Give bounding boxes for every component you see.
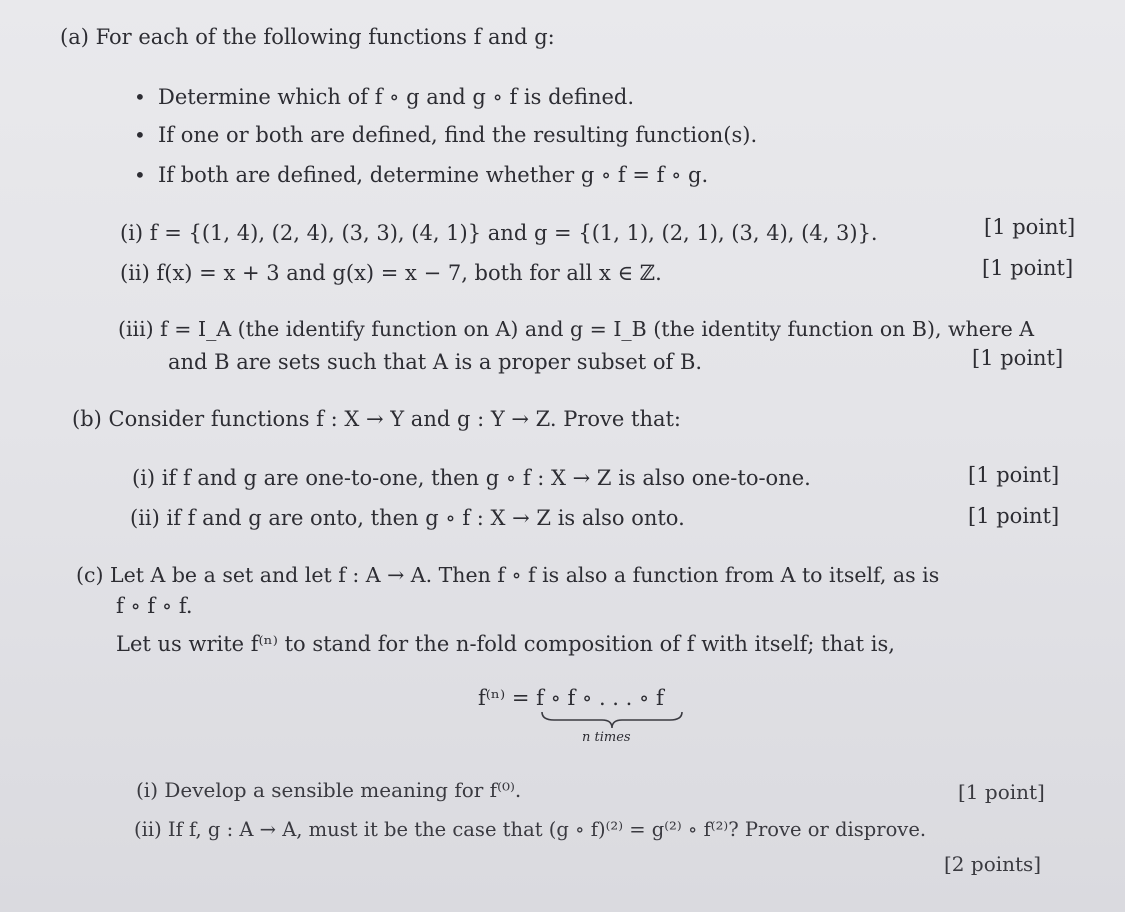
part-a-bullet-2: If one or both are defined, find the resulting function(s).: [158, 123, 758, 147]
part-c-item-i: (i) Develop a sensible meaning for f⁽⁰⁾.: [136, 778, 522, 802]
part-b-item-ii: (ii) if f and g are onto, then g ∘ f : X → Z is also onto.: [130, 506, 685, 530]
part-a-bullet-1: Determine which of f ∘ g and g ∘ f is defined.: [158, 85, 635, 109]
bullet-icon: •: [134, 85, 146, 109]
points-label: [1 point]: [984, 215, 1076, 239]
part-c-line-3: Let us write f⁽ⁿ⁾ to stand for the n-fold composition of f with itself; that is,: [116, 632, 895, 656]
bullet-icon: •: [134, 163, 146, 187]
formula-expression: f⁽ⁿ⁾ = f ∘ f ∘ . . . ∘ f: [478, 686, 664, 710]
part-a-bullet-3: If both are defined, determine whether g ∘ f = f ∘ g.: [158, 163, 709, 187]
part-b-item-i: (i) if f and g are one-to-one, then g ∘ f : X → Z is also one-to-one.: [132, 466, 811, 490]
points-label: [2 points]: [944, 852, 1042, 876]
points-label: [1 point]: [958, 780, 1045, 804]
underbrace-icon: [540, 710, 684, 730]
part-b-intro: (b) Consider functions f : X → Y and g : Y → Z. Prove that:: [72, 407, 681, 431]
n-fold-composition-formula: [478, 686, 698, 756]
part-a-item-iii: (iii) f = I_A (the identify function on A) and g = I_B (the identity function on B), where A: [118, 317, 1035, 341]
points-label: [1 point]: [968, 504, 1060, 528]
part-a-intro: (a) For each of the following functions f and g:: [60, 25, 555, 49]
bullet-icon: •: [134, 123, 146, 147]
points-label: [1 point]: [972, 346, 1064, 370]
part-c-line-2: f ∘ f ∘ f.: [116, 594, 193, 618]
formula-underbrace-label: n times: [582, 730, 631, 745]
part-a-item-iii-continuation: and B are sets such that A is a proper subset of B.: [168, 350, 703, 374]
part-a-item-i: (i) f = {(1, 4), (2, 4), (3, 3), (4, 1)} and g = {(1, 1), (2, 1), (3, 4), (4, 3)}.: [120, 221, 878, 245]
part-c-line-1: (c) Let A be a set and let f : A → A. Then f ∘ f is also a function from A to itself, as is: [76, 563, 940, 587]
points-label: [1 point]: [982, 256, 1074, 280]
part-c-item-ii: (ii) If f, g : A → A, must it be the case that (g ∘ f)⁽²⁾ = g⁽²⁾ ∘ f⁽²⁾? Prove or disprove.: [134, 818, 927, 841]
part-a-item-ii: (ii) f(x) = x + 3 and g(x) = x − 7, both for all x ∈ ℤ.: [120, 261, 662, 285]
points-label: [1 point]: [968, 463, 1060, 487]
